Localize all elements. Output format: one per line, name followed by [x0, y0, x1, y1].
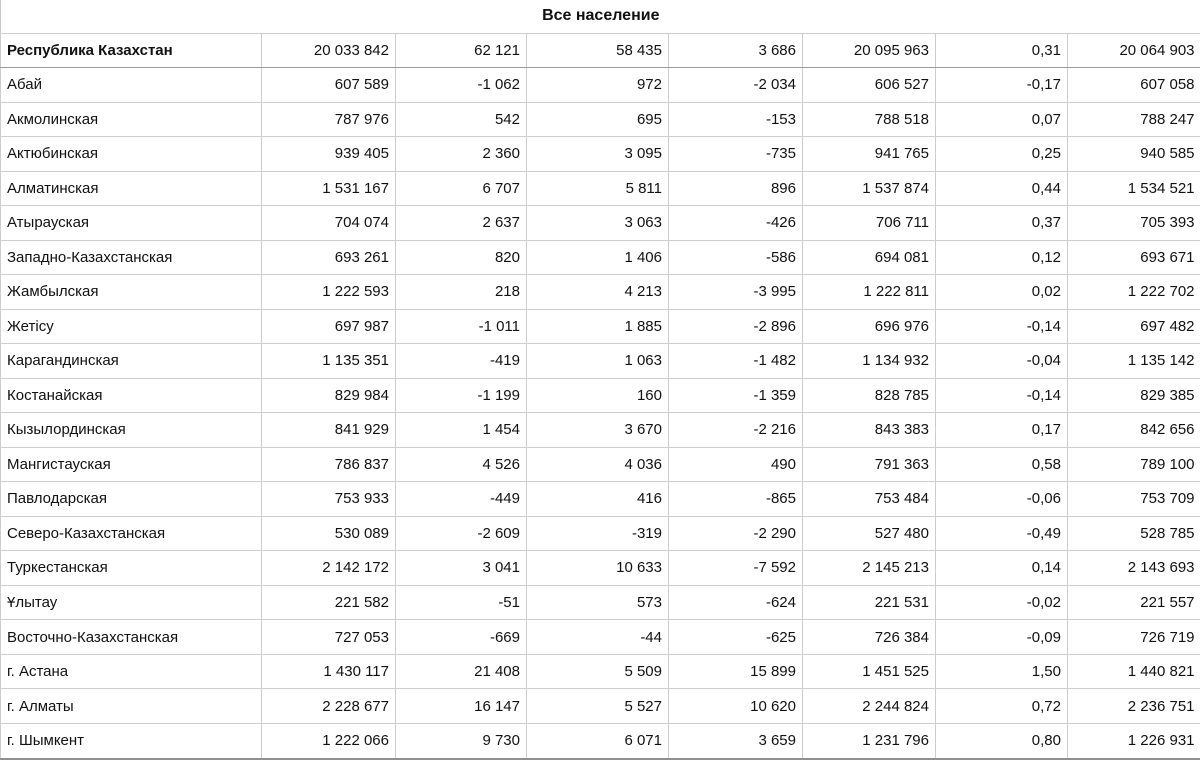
value-cell[interactable]: 2 142 172	[262, 551, 396, 586]
value-cell[interactable]: 9 730	[396, 723, 527, 759]
value-cell[interactable]: 0,07	[936, 102, 1068, 137]
value-cell[interactable]: 416	[527, 482, 669, 517]
region-cell[interactable]: Павлодарская	[1, 482, 262, 517]
value-cell[interactable]: -419	[396, 344, 527, 379]
value-cell[interactable]: -1 199	[396, 378, 527, 413]
value-cell[interactable]: 0,80	[936, 723, 1068, 759]
value-cell[interactable]: 542	[396, 102, 527, 137]
value-cell[interactable]: 221 582	[262, 585, 396, 620]
region-cell[interactable]: Северо-Казахстанская	[1, 516, 262, 551]
value-cell[interactable]: 693 261	[262, 240, 396, 275]
value-cell[interactable]: 694 081	[803, 240, 936, 275]
value-cell[interactable]: 1 231 796	[803, 723, 936, 759]
value-cell[interactable]: 3 659	[669, 723, 803, 759]
value-cell[interactable]: 1 537 874	[803, 171, 936, 206]
value-cell[interactable]: 3 686	[669, 33, 803, 68]
value-cell[interactable]: -586	[669, 240, 803, 275]
region-cell[interactable]: Ұлытау	[1, 585, 262, 620]
region-cell[interactable]: Жамбылская	[1, 275, 262, 310]
table-row	[1, 309, 1200, 344]
value-cell[interactable]: 0,17	[936, 413, 1068, 448]
table-row	[1, 723, 1200, 759]
table-row	[1, 275, 1200, 310]
value-cell[interactable]: 1 406	[527, 240, 669, 275]
table-row	[1, 344, 1200, 379]
region-cell[interactable]: Жетісу	[1, 309, 262, 344]
value-cell[interactable]: 2 244 824	[803, 689, 936, 724]
table-row	[1, 413, 1200, 448]
value-cell[interactable]: 820	[396, 240, 527, 275]
value-cell[interactable]: -865	[669, 482, 803, 517]
value-cell[interactable]: 20 095 963	[803, 33, 936, 68]
table-row	[1, 33, 1200, 68]
value-cell[interactable]: 527 480	[803, 516, 936, 551]
region-cell[interactable]: Туркестанская	[1, 551, 262, 586]
value-cell[interactable]: 2 228 677	[262, 689, 396, 724]
value-cell[interactable]: -0,09	[936, 620, 1068, 655]
value-cell[interactable]: 528 785	[1068, 516, 1200, 551]
region-cell[interactable]: Западно-Казахстанская	[1, 240, 262, 275]
value-cell[interactable]: -0,04	[936, 344, 1068, 379]
value-cell[interactable]: 58 435	[527, 33, 669, 68]
value-cell[interactable]: 10 633	[527, 551, 669, 586]
value-cell[interactable]: 490	[669, 447, 803, 482]
value-cell[interactable]: -44	[527, 620, 669, 655]
value-cell[interactable]: 693 671	[1068, 240, 1200, 275]
value-cell[interactable]: 221 557	[1068, 585, 1200, 620]
value-cell[interactable]: -2 034	[669, 68, 803, 103]
region-cell[interactable]: Карагандинская	[1, 344, 262, 379]
value-cell[interactable]: 2 236 751	[1068, 689, 1200, 724]
value-cell[interactable]: 1 451 525	[803, 654, 936, 689]
value-cell[interactable]: -1 482	[669, 344, 803, 379]
value-cell[interactable]: 787 976	[262, 102, 396, 137]
value-cell[interactable]: 6 707	[396, 171, 527, 206]
region-cell[interactable]: Республика Казахстан	[1, 33, 262, 68]
value-cell[interactable]: 1 222 702	[1068, 275, 1200, 310]
region-cell[interactable]: Акмолинская	[1, 102, 262, 137]
value-cell[interactable]: 6 071	[527, 723, 669, 759]
table-row	[1, 482, 1200, 517]
value-cell[interactable]: 1 135 351	[262, 344, 396, 379]
value-cell[interactable]: 788 518	[803, 102, 936, 137]
value-cell[interactable]: 697 482	[1068, 309, 1200, 344]
table-row	[1, 378, 1200, 413]
value-cell[interactable]: -669	[396, 620, 527, 655]
value-cell[interactable]: -1 011	[396, 309, 527, 344]
value-cell[interactable]: -2 609	[396, 516, 527, 551]
value-cell[interactable]: 5 527	[527, 689, 669, 724]
region-cell[interactable]: Атырауская	[1, 206, 262, 241]
value-cell[interactable]: 791 363	[803, 447, 936, 482]
value-cell[interactable]: 697 987	[262, 309, 396, 344]
value-cell[interactable]: 789 100	[1068, 447, 1200, 482]
value-cell[interactable]: 1 135 142	[1068, 344, 1200, 379]
value-cell[interactable]: 4 036	[527, 447, 669, 482]
value-cell[interactable]: 705 393	[1068, 206, 1200, 241]
value-cell[interactable]: 1 885	[527, 309, 669, 344]
value-cell[interactable]: -2 216	[669, 413, 803, 448]
region-cell[interactable]: Восточно-Казахстанская	[1, 620, 262, 655]
value-cell[interactable]: 573	[527, 585, 669, 620]
value-cell[interactable]: 530 089	[262, 516, 396, 551]
value-cell[interactable]: 706 711	[803, 206, 936, 241]
value-cell[interactable]: -625	[669, 620, 803, 655]
value-cell[interactable]: 20 064 903	[1068, 33, 1200, 68]
value-cell[interactable]: 829 984	[262, 378, 396, 413]
region-cell[interactable]: г. Астана	[1, 654, 262, 689]
value-cell[interactable]: -0,14	[936, 309, 1068, 344]
value-cell[interactable]: 1 430 117	[262, 654, 396, 689]
value-cell[interactable]: 4 526	[396, 447, 527, 482]
value-cell[interactable]: -3 995	[669, 275, 803, 310]
table-title: Все население	[1, 0, 1200, 33]
value-cell[interactable]: 0,31	[936, 33, 1068, 68]
value-cell[interactable]: 3 041	[396, 551, 527, 586]
value-cell[interactable]: 1 454	[396, 413, 527, 448]
value-cell[interactable]: 696 976	[803, 309, 936, 344]
region-cell[interactable]: Актюбинская	[1, 137, 262, 172]
table-row	[1, 447, 1200, 482]
value-cell[interactable]: 1 531 167	[262, 171, 396, 206]
value-cell[interactable]: 726 384	[803, 620, 936, 655]
value-cell[interactable]: 1 222 066	[262, 723, 396, 759]
value-cell[interactable]: -153	[669, 102, 803, 137]
value-cell[interactable]: 16 147	[396, 689, 527, 724]
value-cell[interactable]: 2 360	[396, 137, 527, 172]
table-row	[1, 620, 1200, 655]
table-title-row	[1, 0, 1200, 33]
value-cell[interactable]: -319	[527, 516, 669, 551]
value-cell[interactable]: 3 670	[527, 413, 669, 448]
value-cell[interactable]: -1 062	[396, 68, 527, 103]
value-cell[interactable]: 3 063	[527, 206, 669, 241]
table-row	[1, 171, 1200, 206]
value-cell[interactable]: -624	[669, 585, 803, 620]
value-cell[interactable]: 160	[527, 378, 669, 413]
value-cell[interactable]: 5 509	[527, 654, 669, 689]
region-cell[interactable]: Мангистауская	[1, 447, 262, 482]
value-cell[interactable]: 1 063	[527, 344, 669, 379]
value-cell[interactable]: 218	[396, 275, 527, 310]
value-cell[interactable]: 10 620	[669, 689, 803, 724]
value-cell[interactable]: 0,12	[936, 240, 1068, 275]
value-cell[interactable]: -0,17	[936, 68, 1068, 103]
table-row	[1, 516, 1200, 551]
region-cell[interactable]: г. Алматы	[1, 689, 262, 724]
value-cell[interactable]: 829 385	[1068, 378, 1200, 413]
value-cell[interactable]: 726 719	[1068, 620, 1200, 655]
value-cell[interactable]: 221 531	[803, 585, 936, 620]
value-cell[interactable]: 841 929	[262, 413, 396, 448]
table-row	[1, 585, 1200, 620]
value-cell[interactable]: 843 383	[803, 413, 936, 448]
value-cell[interactable]: -0,14	[936, 378, 1068, 413]
table-row	[1, 240, 1200, 275]
value-cell[interactable]: 704 074	[262, 206, 396, 241]
value-cell[interactable]: -51	[396, 585, 527, 620]
value-cell[interactable]: -735	[669, 137, 803, 172]
value-cell[interactable]: 727 053	[262, 620, 396, 655]
value-cell[interactable]: 0,02	[936, 275, 1068, 310]
value-cell[interactable]: 606 527	[803, 68, 936, 103]
value-cell[interactable]: 607 058	[1068, 68, 1200, 103]
value-cell[interactable]: 0,58	[936, 447, 1068, 482]
value-cell[interactable]: 0,14	[936, 551, 1068, 586]
value-cell[interactable]: 20 033 842	[262, 33, 396, 68]
value-cell[interactable]: 753 709	[1068, 482, 1200, 517]
value-cell[interactable]: 1 534 521	[1068, 171, 1200, 206]
value-cell[interactable]: 4 213	[527, 275, 669, 310]
table-row	[1, 102, 1200, 137]
region-cell[interactable]: Алматинская	[1, 171, 262, 206]
value-cell[interactable]: 896	[669, 171, 803, 206]
value-cell[interactable]: 842 656	[1068, 413, 1200, 448]
region-cell[interactable]: Костанайская	[1, 378, 262, 413]
value-cell[interactable]: 2 143 693	[1068, 551, 1200, 586]
value-cell[interactable]: 1 226 931	[1068, 723, 1200, 759]
value-cell[interactable]: 753 484	[803, 482, 936, 517]
value-cell[interactable]: 1 222 811	[803, 275, 936, 310]
value-cell[interactable]: 939 405	[262, 137, 396, 172]
value-cell[interactable]: 0,25	[936, 137, 1068, 172]
table-row	[1, 137, 1200, 172]
value-cell[interactable]: 0,37	[936, 206, 1068, 241]
value-cell[interactable]: 3 095	[527, 137, 669, 172]
value-cell[interactable]: -1 359	[669, 378, 803, 413]
table-row	[1, 654, 1200, 689]
table-row	[1, 206, 1200, 241]
value-cell[interactable]: 753 933	[262, 482, 396, 517]
value-cell[interactable]: 5 811	[527, 171, 669, 206]
value-cell[interactable]: -2 896	[669, 309, 803, 344]
value-cell[interactable]: 828 785	[803, 378, 936, 413]
value-cell[interactable]: 972	[527, 68, 669, 103]
region-cell[interactable]: Абай	[1, 68, 262, 103]
value-cell[interactable]: 786 837	[262, 447, 396, 482]
value-cell[interactable]: 1 440 821	[1068, 654, 1200, 689]
population-table-body	[1, 0, 1200, 759]
value-cell[interactable]: -0,02	[936, 585, 1068, 620]
value-cell[interactable]: 2 145 213	[803, 551, 936, 586]
value-cell[interactable]: -0,49	[936, 516, 1068, 551]
value-cell[interactable]: -426	[669, 206, 803, 241]
value-cell[interactable]: 15 899	[669, 654, 803, 689]
value-cell[interactable]: 1 222 593	[262, 275, 396, 310]
value-cell[interactable]: -0,06	[936, 482, 1068, 517]
value-cell[interactable]: -2 290	[669, 516, 803, 551]
region-cell[interactable]: г. Шымкент	[1, 723, 262, 759]
value-cell[interactable]: 2 637	[396, 206, 527, 241]
value-cell[interactable]: 788 247	[1068, 102, 1200, 137]
value-cell[interactable]: -7 592	[669, 551, 803, 586]
region-cell[interactable]: Кызылординская	[1, 413, 262, 448]
value-cell[interactable]: 1,50	[936, 654, 1068, 689]
value-cell[interactable]: 941 765	[803, 137, 936, 172]
table-row	[1, 68, 1200, 103]
table-row	[1, 551, 1200, 586]
value-cell[interactable]: 695	[527, 102, 669, 137]
value-cell[interactable]: 1 134 932	[803, 344, 936, 379]
value-cell[interactable]: 940 585	[1068, 137, 1200, 172]
value-cell[interactable]: 21 408	[396, 654, 527, 689]
value-cell[interactable]: 0,72	[936, 689, 1068, 724]
value-cell[interactable]: 62 121	[396, 33, 527, 68]
value-cell[interactable]: 0,44	[936, 171, 1068, 206]
table-row	[1, 689, 1200, 724]
value-cell[interactable]: -449	[396, 482, 527, 517]
value-cell[interactable]: 607 589	[262, 68, 396, 103]
